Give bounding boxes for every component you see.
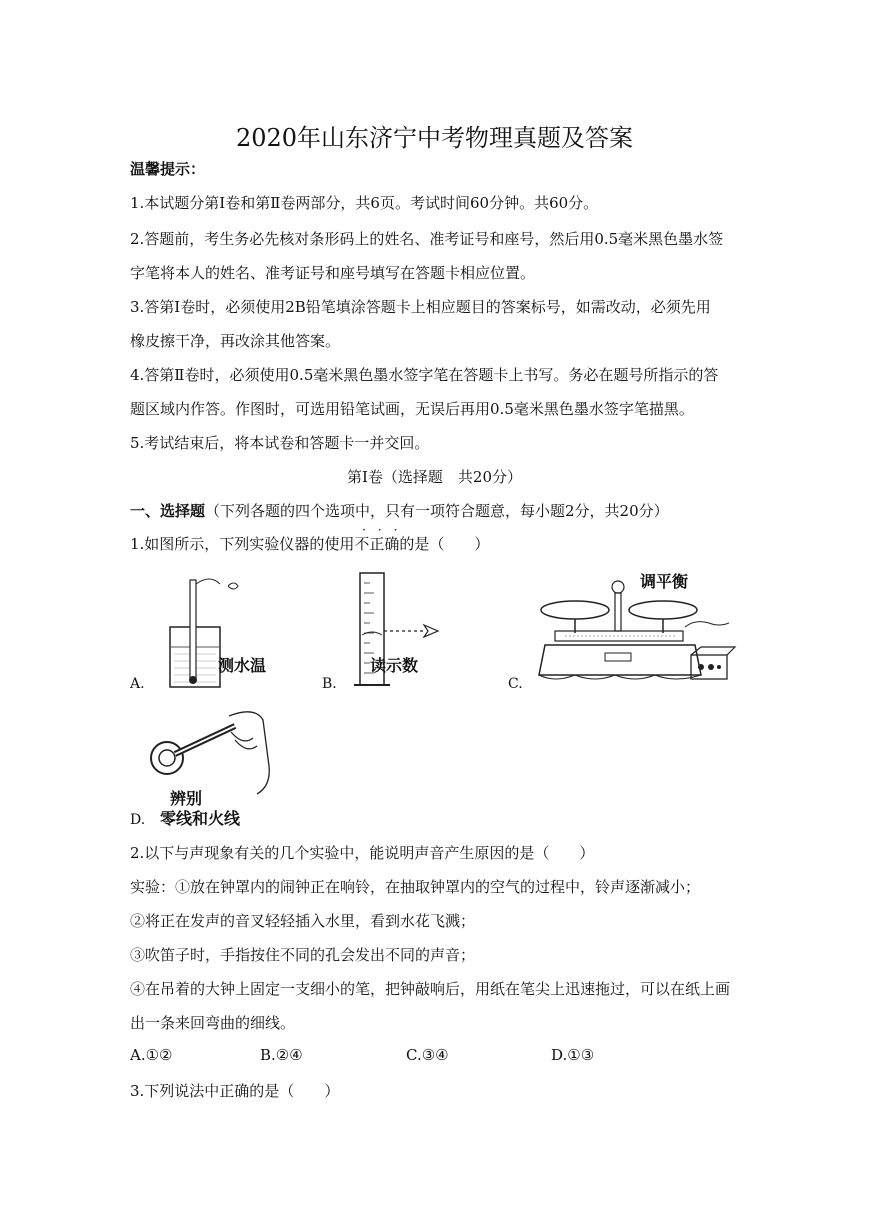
tip-line: 4.答第Ⅱ卷时，必须使用0.5毫米黑色墨水签字笔在答题卡上书写。务必在题号所指示的答 <box>130 366 719 384</box>
tip-line: 1.本试题分第Ⅰ卷和第Ⅱ卷两部分，共6页。考试时间60分钟。共60分。 <box>130 194 599 212</box>
test-pen-figure <box>145 706 285 796</box>
q2-choice-d: D.①③ <box>551 1046 595 1064</box>
q2-line: ②将正在发声的音叉轻轻插入水里，看到水花飞溅； <box>130 912 476 930</box>
caption-adjust-balance: 调平衡 <box>640 572 689 591</box>
caption-distinguish-line2: 零线和火线 <box>160 809 241 828</box>
tip-line: 5.考试结束后，将本试卷和答题卡一并交回。 <box>130 434 430 452</box>
question-2-stem: 2.以下与声现象有关的几个实验中，能说明声音产生原因的是（ ） <box>130 844 595 862</box>
question-3-stem: 3.下列说法中正确的是（ ） <box>130 1082 340 1100</box>
question-1-stem: 1.如图所示，下列实验仪器的使用不正确的是（ ） <box>130 535 490 553</box>
q2-line: ③吹笛子时，手指按住不同的孔会发出不同的声音； <box>130 946 476 964</box>
tip-line: 字笔将本人的姓名、准考证号和座号填写在答题卡相应位置。 <box>130 264 536 282</box>
tip-line: 橡皮擦干净，再改涂其他答案。 <box>130 332 341 350</box>
tips-heading: 温馨提示： <box>130 160 206 178</box>
part-title <box>130 500 669 521</box>
option-c-label: C. <box>508 676 523 692</box>
part-title-rest: （下列各题的四个选项中，只有一项符合题意，每小题2分，共20分） <box>205 502 669 520</box>
tip-line: 3.答第Ⅰ卷时，必须使用2B铅笔填涂答题卡上相应题目的答案标号，如需改动，必须先用 <box>130 298 711 316</box>
tip-line: 2.答题前，考生务必先核对条形码上的姓名、准考证号和座号，然后用0.5毫米黑色墨水签 <box>130 230 724 248</box>
part-title-bold: 一、选择题 <box>130 502 206 520</box>
section-heading: 第Ⅰ卷（选择题 共20分） <box>346 468 522 486</box>
q2-choice-c: C.③④ <box>406 1046 449 1064</box>
q2-line: ④在吊着的大钟上固定一支细小的笔，把钟敲响后，用纸在笔尖上迅速拖过，可以在纸上画 <box>130 980 731 998</box>
caption-measure-water-temp: 测水温 <box>218 656 267 675</box>
q2-choice-a: A.①② <box>130 1046 173 1064</box>
option-a-label: A. <box>130 676 145 692</box>
caption-distinguish-line1: 辨别 <box>170 789 203 808</box>
emphasis-dots: · · · <box>362 523 398 537</box>
tip-line: 题区域内作答。作图时，可选用铅笔试画，无误后再用0.5毫米黑色墨水签字笔描黑。 <box>130 400 694 418</box>
page-title: 2020年山东济宁中考物理真题及答案 <box>235 124 634 152</box>
caption-read-value: 读示数 <box>370 656 419 675</box>
q2-line: 出一条来回弯曲的细线。 <box>130 1014 296 1032</box>
q2-line: 实验：①放在钟罩内的闹钟正在响铃，在抽取钟罩内的空气的过程中，铃声逐渐减小； <box>130 878 701 896</box>
q2-choice-b: B.②④ <box>260 1046 303 1064</box>
option-b-label: B. <box>322 676 337 692</box>
option-d-label: D. <box>130 812 146 828</box>
